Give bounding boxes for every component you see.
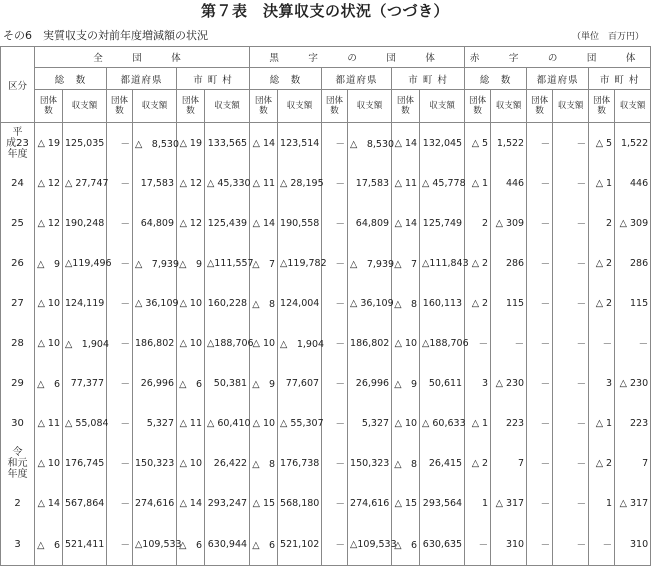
count-cell: △ 5 <box>465 123 491 164</box>
col-count-header: 団体数 <box>527 90 553 123</box>
subgroup-pref-header: 都道府県 <box>322 68 392 90</box>
amount-cell: 150,323 <box>133 443 177 483</box>
amount-cell: － <box>491 323 527 363</box>
amount-cell: 1,522 <box>491 123 527 164</box>
amount-cell: 160,113 <box>420 283 465 323</box>
count-cell: － <box>107 443 133 483</box>
count-cell: － <box>527 363 553 403</box>
count-cell: － <box>107 403 133 443</box>
count-cell: 1 <box>465 483 491 523</box>
count-cell: △ 14 <box>392 203 420 243</box>
amount-cell: 286 <box>491 243 527 283</box>
amount-cell: 568,180 <box>278 483 322 523</box>
amount-cell: △ 55,307 <box>278 403 322 443</box>
count-cell: 3 <box>465 363 491 403</box>
amount-cell: △111,843 <box>420 243 465 283</box>
count-cell: △ 11 <box>35 403 63 443</box>
amount-cell: 223 <box>491 403 527 443</box>
amount-cell: 133,565 <box>205 123 250 164</box>
count-cell: △ 2 <box>589 243 615 283</box>
subgroup-total-header: 総 数 <box>465 68 527 90</box>
count-cell: △ 2 <box>465 443 491 483</box>
table-row <box>1 443 651 483</box>
count-cell: △ 10 <box>177 323 205 363</box>
amount-cell: △ 1,904 <box>63 323 107 363</box>
amount-cell: 160,228 <box>205 283 250 323</box>
count-cell: － <box>465 323 491 363</box>
count-cell: △ 5 <box>589 123 615 164</box>
count-cell: △ 6 <box>177 363 205 403</box>
count-cell: － <box>527 243 553 283</box>
amount-cell: 567,864 <box>63 483 107 523</box>
count-cell: △ 7 <box>392 243 420 283</box>
unit-label: （単位 百万円） <box>571 32 644 42</box>
count-cell: 1 <box>589 483 615 523</box>
count-cell: － <box>107 163 133 203</box>
count-cell: △ 10 <box>35 443 63 483</box>
amount-cell: 26,996 <box>133 363 177 403</box>
col-amount-header: 収支額 <box>615 90 651 123</box>
year-cell: 26 <box>1 243 35 283</box>
amount-cell: △ 45,330 <box>205 163 250 203</box>
year-cell: 28 <box>1 323 35 363</box>
col-count-header: 団体数 <box>392 90 420 123</box>
amount-cell: 26,422 <box>205 443 250 483</box>
amount-cell: 150,323 <box>348 443 392 483</box>
amount-cell: － <box>615 323 651 363</box>
table-row <box>1 283 651 323</box>
count-cell: － <box>527 443 553 483</box>
amount-cell: 26,415 <box>420 443 465 483</box>
amount-cell: 124,119 <box>63 283 107 323</box>
amount-cell: △ 309 <box>491 203 527 243</box>
col-amount-header: 収支額 <box>553 90 589 123</box>
kubun-header: 区分 <box>1 47 35 123</box>
count-cell: △ 11 <box>392 163 420 203</box>
year-cell: 30 <box>1 403 35 443</box>
count-cell: △ 10 <box>35 323 63 363</box>
count-cell: △ 8 <box>250 443 278 483</box>
count-cell: － <box>107 203 133 243</box>
count-cell: △ 2 <box>465 243 491 283</box>
count-cell: － <box>527 283 553 323</box>
header-row-subgroups <box>1 68 651 90</box>
count-cell: － <box>527 163 553 203</box>
amount-cell: 293,247 <box>205 483 250 523</box>
count-cell: △ 1 <box>465 163 491 203</box>
count-cell: △ 11 <box>177 403 205 443</box>
amount-cell: － <box>553 483 589 523</box>
count-cell: － <box>322 123 348 164</box>
count-cell: △ 15 <box>250 483 278 523</box>
count-cell: △ 8 <box>250 283 278 323</box>
year-cell: 25 <box>1 203 35 243</box>
count-cell: － <box>322 243 348 283</box>
balance-table <box>0 46 651 566</box>
table-row <box>1 403 651 443</box>
amount-cell: － <box>553 323 589 363</box>
amount-cell: △109,533 <box>133 523 177 566</box>
amount-cell: 176,745 <box>63 443 107 483</box>
amount-cell: △ 36,109 <box>133 283 177 323</box>
amount-cell: 50,611 <box>420 363 465 403</box>
col-count-header: 団体数 <box>177 90 205 123</box>
count-cell: △ 2 <box>589 283 615 323</box>
year-cell: 平 成23年度 <box>1 123 35 164</box>
amount-cell: △ 60,410 <box>205 403 250 443</box>
table-row <box>1 163 651 203</box>
count-cell: － <box>107 243 133 283</box>
amount-cell: △ 317 <box>491 483 527 523</box>
col-count-header: 団体数 <box>589 90 615 123</box>
col-amount-header: 収支額 <box>278 90 322 123</box>
amount-cell: △ 8,530 <box>133 123 177 164</box>
subgroup-total-header: 総 数 <box>250 68 322 90</box>
subgroup-total-header: 総 数 <box>35 68 107 90</box>
table-row <box>1 523 651 566</box>
amount-cell: 274,616 <box>348 483 392 523</box>
count-cell: △ 10 <box>392 323 420 363</box>
count-cell: △ 6 <box>250 523 278 566</box>
amount-cell: 26,996 <box>348 363 392 403</box>
header-row-columns <box>1 90 651 123</box>
count-cell: △ 12 <box>177 163 205 203</box>
year-cell: 3 <box>1 523 35 566</box>
amount-cell: － <box>553 163 589 203</box>
count-cell: 3 <box>589 363 615 403</box>
group-all-header: 全 団 体 <box>35 47 250 68</box>
count-cell: △ 8 <box>392 283 420 323</box>
amount-cell: 190,558 <box>278 203 322 243</box>
amount-cell: △ 230 <box>491 363 527 403</box>
header-row-groups <box>1 47 651 68</box>
count-cell: △ 9 <box>177 243 205 283</box>
table-subtitle: その6 実質収支の対前年度増減額の状況 <box>3 29 208 42</box>
count-cell: △ 19 <box>35 123 63 164</box>
count-cell: － <box>527 123 553 164</box>
count-cell: △ 14 <box>35 483 63 523</box>
amount-cell: 274,616 <box>133 483 177 523</box>
col-count-header: 団体数 <box>35 90 63 123</box>
amount-cell: 310 <box>491 523 527 566</box>
amount-cell: △ 7,939 <box>348 243 392 283</box>
amount-cell: △ 60,633 <box>420 403 465 443</box>
col-amount-header: 収支額 <box>133 90 177 123</box>
amount-cell: △ 230 <box>615 363 651 403</box>
count-cell: － <box>322 403 348 443</box>
amount-cell: 190,248 <box>63 203 107 243</box>
count-cell: － <box>107 483 133 523</box>
count-cell: △ 14 <box>250 123 278 164</box>
amount-cell: △ 8,530 <box>348 123 392 164</box>
count-cell: △ 1 <box>465 403 491 443</box>
count-cell: － <box>107 123 133 164</box>
amount-cell: △ 309 <box>615 203 651 243</box>
count-cell: △ 2 <box>465 283 491 323</box>
col-amount-header: 収支額 <box>491 90 527 123</box>
table-row <box>1 243 651 283</box>
page-title: 第７表 決算収支の状況（つづき） <box>200 2 449 20</box>
amount-cell: 115 <box>615 283 651 323</box>
amount-cell: － <box>553 363 589 403</box>
amount-cell: 7 <box>615 443 651 483</box>
amount-cell: 1,522 <box>615 123 651 164</box>
amount-cell: 630,944 <box>205 523 250 566</box>
amount-cell: 125,749 <box>420 203 465 243</box>
amount-cell: 521,102 <box>278 523 322 566</box>
count-cell: △ 14 <box>392 123 420 164</box>
count-cell: － <box>322 203 348 243</box>
count-cell: △ 1 <box>589 163 615 203</box>
count-cell: △ 6 <box>177 523 205 566</box>
amount-cell: △ 7,939 <box>133 243 177 283</box>
amount-cell: 125,035 <box>63 123 107 164</box>
table-row <box>1 483 651 523</box>
amount-cell: 286 <box>615 243 651 283</box>
count-cell: △ 9 <box>392 363 420 403</box>
amount-cell: 446 <box>615 163 651 203</box>
count-cell: － <box>322 363 348 403</box>
group-deficit-header: 赤 字 の 団 体 <box>465 47 651 68</box>
amount-cell: △119,782 <box>278 243 322 283</box>
count-cell: △ 10 <box>177 443 205 483</box>
table-row <box>1 323 651 363</box>
count-cell: － <box>589 323 615 363</box>
count-cell: △ 19 <box>177 123 205 164</box>
count-cell: － <box>527 483 553 523</box>
group-surplus-header: 黒 字 の 団 体 <box>250 47 465 68</box>
amount-cell: 115 <box>491 283 527 323</box>
amount-cell: 446 <box>491 163 527 203</box>
count-cell: △ 7 <box>250 243 278 283</box>
amount-cell: 125,439 <box>205 203 250 243</box>
count-cell: △ 11 <box>250 163 278 203</box>
count-cell: △ 10 <box>392 403 420 443</box>
count-cell: － <box>322 523 348 566</box>
count-cell: △ 14 <box>177 483 205 523</box>
amount-cell: 5,327 <box>133 403 177 443</box>
subgroup-pref-header: 都道府県 <box>107 68 177 90</box>
amount-cell: 50,381 <box>205 363 250 403</box>
col-amount-header: 収支額 <box>420 90 465 123</box>
count-cell: － <box>322 443 348 483</box>
col-count-header: 団体数 <box>465 90 491 123</box>
amount-cell: － <box>553 243 589 283</box>
amount-cell: 630,635 <box>420 523 465 566</box>
amount-cell: － <box>553 443 589 483</box>
amount-cell: 17,583 <box>133 163 177 203</box>
col-amount-header: 収支額 <box>205 90 250 123</box>
count-cell: － <box>527 203 553 243</box>
year-cell: 24 <box>1 163 35 203</box>
amount-cell: 64,809 <box>133 203 177 243</box>
year-cell: 2 <box>1 483 35 523</box>
count-cell: △ 10 <box>250 323 278 363</box>
amount-cell: 77,377 <box>63 363 107 403</box>
count-cell: － <box>107 523 133 566</box>
count-cell: △ 10 <box>35 283 63 323</box>
count-cell: － <box>527 523 553 566</box>
amount-cell: － <box>553 523 589 566</box>
table-row <box>1 123 651 164</box>
count-cell: △ 9 <box>35 243 63 283</box>
col-count-header: 団体数 <box>250 90 278 123</box>
count-cell: － <box>465 523 491 566</box>
count-cell: △ 15 <box>392 483 420 523</box>
amount-cell: △119,496 <box>63 243 107 283</box>
col-amount-header: 収支額 <box>63 90 107 123</box>
count-cell: － <box>589 523 615 566</box>
amount-cell: － <box>553 283 589 323</box>
count-cell: － <box>107 363 133 403</box>
count-cell: － <box>322 163 348 203</box>
amount-cell: △ 317 <box>615 483 651 523</box>
subgroup-muni-header: 市 町 村 <box>177 68 250 90</box>
col-amount-header: 収支額 <box>348 90 392 123</box>
amount-cell: 64,809 <box>348 203 392 243</box>
amount-cell: △ 1,904 <box>278 323 322 363</box>
amount-cell: △111,557 <box>205 243 250 283</box>
amount-cell: 186,802 <box>133 323 177 363</box>
amount-cell: － <box>553 403 589 443</box>
amount-cell: △ 28,195 <box>278 163 322 203</box>
amount-cell: △ 55,084 <box>63 403 107 443</box>
count-cell: △ 1 <box>589 403 615 443</box>
amount-cell: 293,564 <box>420 483 465 523</box>
amount-cell: 5,327 <box>348 403 392 443</box>
count-cell: △ 6 <box>35 363 63 403</box>
amount-cell: 124,004 <box>278 283 322 323</box>
col-count-header: 団体数 <box>107 90 133 123</box>
subgroup-pref-header: 都道府県 <box>527 68 589 90</box>
count-cell: － <box>107 323 133 363</box>
year-cell: 令 和元年度 <box>1 443 35 483</box>
count-cell: △ 8 <box>392 443 420 483</box>
col-count-header: 団体数 <box>322 90 348 123</box>
count-cell: － <box>527 323 553 363</box>
amount-cell: 132,045 <box>420 123 465 164</box>
amount-cell: △ 27,747 <box>63 163 107 203</box>
count-cell: △ 12 <box>35 203 63 243</box>
count-cell: △ 2 <box>589 443 615 483</box>
amount-cell: △109,533 <box>348 523 392 566</box>
amount-cell: － <box>553 203 589 243</box>
count-cell: △ 12 <box>35 163 63 203</box>
amount-cell: △ 36,109 <box>348 283 392 323</box>
amount-cell: 17,583 <box>348 163 392 203</box>
count-cell: △ 6 <box>35 523 63 566</box>
count-cell: 2 <box>589 203 615 243</box>
table-row <box>1 363 651 403</box>
amount-cell: 123,514 <box>278 123 322 164</box>
year-cell: 27 <box>1 283 35 323</box>
amount-cell: 77,607 <box>278 363 322 403</box>
amount-cell: △188,706 <box>420 323 465 363</box>
amount-cell: 223 <box>615 403 651 443</box>
amount-cell: △ 45,778 <box>420 163 465 203</box>
year-cell: 29 <box>1 363 35 403</box>
count-cell: △ 10 <box>250 403 278 443</box>
amount-cell: 521,411 <box>63 523 107 566</box>
count-cell: △ 6 <box>392 523 420 566</box>
count-cell: △ 12 <box>177 203 205 243</box>
count-cell: － <box>322 283 348 323</box>
count-cell: 2 <box>465 203 491 243</box>
amount-cell: 310 <box>615 523 651 566</box>
amount-cell: 7 <box>491 443 527 483</box>
count-cell: － <box>322 483 348 523</box>
count-cell: － <box>527 403 553 443</box>
amount-cell: 176,738 <box>278 443 322 483</box>
amount-cell: △188,706 <box>205 323 250 363</box>
subgroup-muni-header: 市 町 村 <box>392 68 465 90</box>
table-row <box>1 203 651 243</box>
count-cell: － <box>322 323 348 363</box>
amount-cell: － <box>553 123 589 164</box>
amount-cell: 186,802 <box>348 323 392 363</box>
count-cell: △ 10 <box>177 283 205 323</box>
subgroup-muni-header: 市 町 村 <box>589 68 651 90</box>
count-cell: △ 14 <box>250 203 278 243</box>
count-cell: － <box>107 283 133 323</box>
count-cell: △ 9 <box>250 363 278 403</box>
